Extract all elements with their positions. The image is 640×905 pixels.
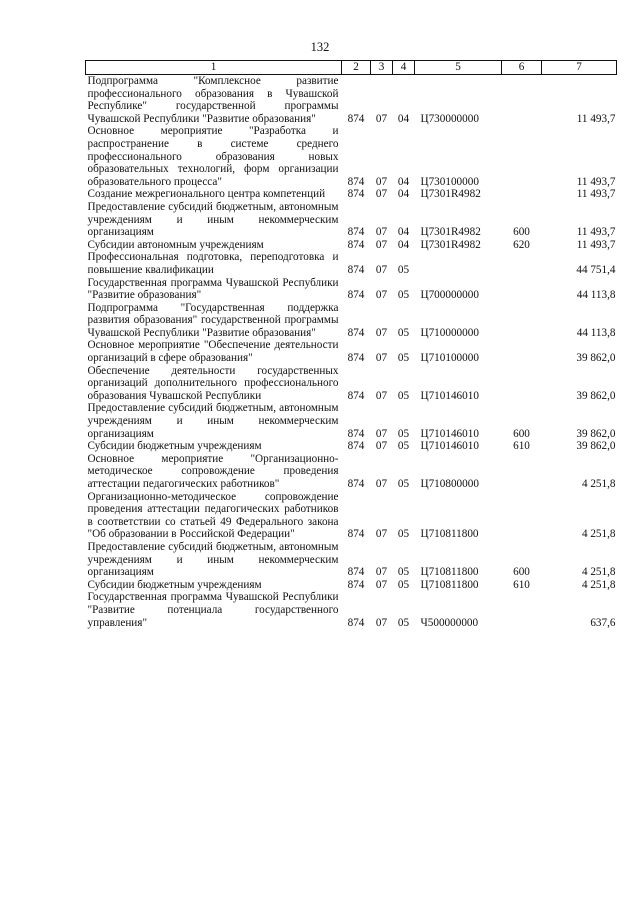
subsection-code: 05: [397, 263, 410, 276]
row-name: Государственная программа Чувашской Республики "Развитие потенциала государственного управления": [87, 591, 339, 629]
expense-type-code: 600: [513, 566, 530, 579]
ministry-code: 874: [347, 528, 365, 541]
table-row: [86, 125, 617, 188]
table-row: [86, 453, 617, 491]
target-code: Ц7301R4982: [420, 226, 481, 239]
ministry-code: 874: [347, 238, 365, 251]
amount: 39 862,0: [576, 427, 616, 440]
header-col-2: 2: [342, 61, 371, 75]
amount: 11 493,7: [576, 238, 616, 251]
row-name: Создание межрегионального центра компетенций: [87, 188, 326, 201]
section-code: 07: [375, 389, 388, 402]
table-row: [86, 302, 617, 340]
subsection-code: 05: [397, 326, 410, 339]
ministry-code: 874: [347, 566, 365, 579]
table-row: [86, 188, 617, 201]
ministry-code: 874: [347, 352, 365, 365]
subsection-code: 04: [397, 226, 410, 239]
section-code: 07: [375, 112, 388, 125]
table-body: [86, 75, 617, 630]
expense-type-code: [502, 591, 542, 629]
subsection-code: 05: [397, 578, 410, 591]
section-code: 07: [375, 440, 388, 453]
row-name: Организационно-методическое сопровождение проведения аттестации педагогических работников в соответствии со статьей 49 Федерального закона "Об образовании в Российской Федерации": [87, 490, 339, 541]
amount: 39 862,0: [576, 352, 616, 365]
expense-type-code: 610: [513, 440, 530, 453]
section-code: 07: [375, 352, 388, 365]
subsection-code: 05: [397, 616, 410, 629]
header-col-6: 6: [502, 61, 542, 75]
target-code: Ц730000000: [420, 112, 479, 125]
target-code: Ц710146010: [420, 389, 479, 402]
amount: 4 251,8: [581, 528, 616, 541]
expense-type-code: [502, 491, 542, 541]
amount: 44 113,8: [576, 326, 616, 339]
subsection-code: 05: [397, 478, 410, 490]
ministry-code: 874: [347, 389, 365, 402]
amount: 11 493,7: [576, 188, 616, 201]
page-number: 132: [310, 40, 330, 54]
section-code: 07: [375, 478, 388, 490]
section-code: 07: [375, 578, 388, 591]
row-name: Предоставление субсидий бюджетным, автономным учреждениям и иным некоммерческим организациям: [87, 402, 339, 440]
table-row: [86, 440, 617, 453]
amount: 11 493,7: [576, 175, 616, 188]
ministry-code: 874: [347, 440, 365, 453]
target-code: Ц710146010: [420, 440, 479, 453]
ministry-code: 874: [347, 578, 365, 591]
amount: 39 862,0: [576, 440, 616, 453]
section-code: 07: [375, 528, 388, 541]
target-code: Ц710811800: [420, 528, 479, 541]
subsection-code: 05: [397, 528, 410, 541]
target-code: Ц710100000: [420, 352, 479, 365]
row-name: Подпрограмма "Государственная поддержка развития образования" государственной программы Чувашской Республики "Развитие образования": [87, 301, 339, 339]
header-col-3: 3: [371, 61, 393, 75]
target-code: Ч500000000: [420, 616, 479, 629]
table-row: [86, 239, 617, 252]
table-row: [86, 251, 617, 276]
ministry-code: 874: [347, 263, 365, 276]
ministry-code: 874: [347, 326, 365, 339]
header-col-1: 1: [86, 61, 342, 75]
table-row: [86, 339, 617, 364]
expense-type-code: [502, 277, 542, 302]
target-code: Ц7301R4982: [420, 238, 481, 251]
expense-type-code: [502, 453, 542, 491]
section-code: 07: [375, 226, 388, 239]
target-code: Ц710146010: [420, 427, 479, 440]
section-code: 07: [375, 263, 388, 276]
row-name: Основное мероприятие "Разработка и распространение в системе среднего профессионального образования новых образовательных технологий, форм организации образовательного процесса": [87, 125, 339, 188]
target-code: Ц7301R4982: [420, 188, 481, 201]
target-code: Ц710811800: [420, 578, 479, 591]
table-row: [86, 402, 617, 440]
expense-type-code: 610: [513, 578, 530, 591]
amount: 39 862,0: [576, 389, 616, 402]
target-code: Ц730100000: [420, 175, 479, 188]
amount: 11 493,7: [576, 226, 616, 239]
expense-type-code: [502, 251, 542, 276]
budget-table: [85, 60, 617, 629]
target-code: Ц700000000: [420, 289, 479, 302]
ministry-code: 874: [347, 112, 365, 125]
amount: 637,6: [590, 616, 616, 629]
subsection-code: 04: [397, 238, 410, 251]
ministry-code: 874: [347, 616, 365, 629]
amount: 11 493,7: [576, 112, 616, 125]
section-code: 07: [375, 427, 388, 440]
subsection-code: 04: [397, 188, 410, 201]
section-code: 07: [375, 289, 388, 302]
table-row: [86, 201, 617, 239]
row-name: Субсидии автономным учреждениям: [87, 238, 264, 251]
target-code: Ц710000000: [420, 326, 479, 339]
ministry-code: 874: [347, 175, 365, 188]
header-col-4: 4: [393, 61, 415, 75]
subsection-code: 05: [397, 389, 410, 402]
expense-type-code: [502, 302, 542, 340]
row-name: Государственная программа Чувашской Республики "Развитие образования": [87, 276, 339, 302]
row-name: Профессиональная подготовка, переподготовка и повышение квалификации: [87, 251, 339, 276]
amount: 44 751,4: [576, 263, 616, 276]
header-col-7: 7: [542, 61, 617, 75]
subsection-code: 05: [397, 352, 410, 365]
section-code: 07: [375, 326, 388, 339]
table-row: [86, 591, 617, 629]
amount: 4 251,8: [581, 478, 616, 490]
table-row: [86, 541, 617, 579]
row-name: Обеспечение деятельности государственных организаций дополнительного профессионального образования Чувашской Республики: [87, 364, 339, 402]
row-name: Основное мероприятие "Организационно-методическое сопровождение проведения аттестации педагогических работников": [87, 452, 339, 490]
expense-type-code: [502, 125, 542, 188]
expense-type-code: 600: [513, 427, 530, 440]
expense-type-code: [502, 365, 542, 403]
table-header: [86, 61, 617, 75]
table-row: [86, 75, 617, 126]
ministry-code: 874: [347, 188, 365, 201]
target-code: Ц710800000: [420, 478, 479, 490]
expense-type-code: [502, 339, 542, 364]
section-code: 07: [375, 188, 388, 201]
expense-type-code: 600: [513, 226, 530, 239]
subsection-code: 05: [397, 289, 410, 302]
section-code: 07: [375, 238, 388, 251]
expense-type-code: 620: [513, 238, 530, 251]
row-name: Предоставление субсидий бюджетным, автономным учреждениям и иным некоммерческим организациям: [87, 540, 339, 579]
ministry-code: 874: [347, 478, 365, 490]
row-name: Предоставление субсидий бюджетным, автономным учреждениям и иным некоммерческим организациям: [87, 200, 339, 239]
section-code: 07: [375, 566, 388, 579]
ministry-code: 874: [347, 226, 365, 239]
row-name: Подпрограмма "Комплексное развитие профессионального образования в Чувашской Республике" государственной программы Чувашской Республики "Развитие образования": [87, 75, 339, 125]
header-row: [86, 61, 617, 75]
amount: 4 251,8: [581, 566, 616, 579]
ministry-code: 874: [347, 427, 365, 440]
expense-type-code: [502, 188, 542, 201]
subsection-code: 04: [397, 175, 410, 188]
table-row: [86, 277, 617, 302]
header-col-5: 5: [415, 61, 502, 75]
row-name: Субсидии бюджетным учреждениям: [87, 578, 262, 591]
subsection-code: 05: [397, 566, 410, 579]
table-row: [86, 365, 617, 403]
table-row: [86, 579, 617, 592]
row-name: Субсидии бюджетным учреждениям: [87, 440, 262, 453]
subsection-code: 05: [397, 427, 410, 440]
amount: 4 251,8: [581, 578, 616, 591]
section-code: 07: [375, 616, 388, 629]
target-code: Ц710811800: [420, 566, 479, 579]
subsection-code: 05: [397, 440, 410, 453]
row-name: Основное мероприятие "Обеспечение деятельности организаций в сфере образования": [87, 339, 339, 365]
subsection-code: 04: [397, 112, 410, 125]
expense-type-code: [502, 75, 542, 126]
target-code: [415, 251, 502, 276]
section-code: 07: [375, 175, 388, 188]
table-row: [86, 491, 617, 541]
amount: 44 113,8: [576, 289, 616, 302]
ministry-code: 874: [347, 289, 365, 302]
